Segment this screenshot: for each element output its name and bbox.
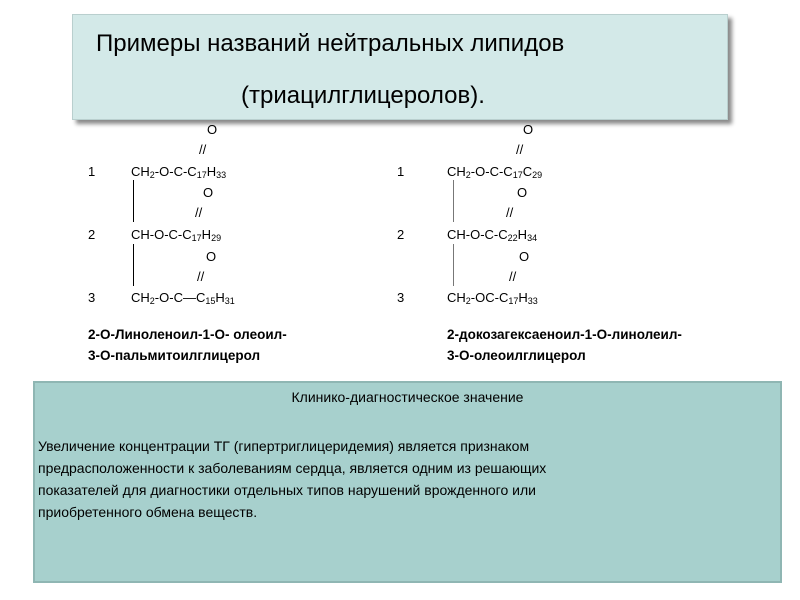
right-row-1: $CH_2-O-C-C_{17}C_{29}$ xyxy=(447,164,543,180)
right-bond-2-3 xyxy=(453,244,454,286)
left-bond-1-2 xyxy=(133,180,134,222)
right-carbonyl-o-3: O xyxy=(519,249,530,264)
left-bond-2-3 xyxy=(133,244,134,286)
right-carbonyl-o-1: O xyxy=(523,122,534,137)
left-position-3: 3 xyxy=(88,290,96,305)
left-position-2: 2 xyxy=(88,227,96,242)
left-carbonyl-o-2: O xyxy=(203,185,214,200)
title-line-1: Примеры названий нейтральных липидов xyxy=(96,30,565,57)
right-compound-name-2: 3-О-олеоилглицерол xyxy=(447,348,586,363)
clinical-info-heading: Клинико-диагностическое значение xyxy=(291,389,524,405)
clinical-info-line-2: предрасположенности к заболеваниям сердца, является одним из решающих xyxy=(38,460,547,476)
right-position-2: 2 xyxy=(397,227,405,242)
title-line-2: (триацилглицеролов). xyxy=(241,82,485,109)
right-double-bond-3: // xyxy=(509,269,517,284)
clinical-info-line-1: Увеличение концентрации ТГ (гипертриглицеридемия) является признаком xyxy=(38,438,530,454)
right-double-bond-2: // xyxy=(506,205,514,220)
left-double-bond-1: // xyxy=(199,142,207,157)
right-position-1: 1 xyxy=(397,164,405,179)
right-row-3: $CH_2-OC-C_{17}H_{33}$ xyxy=(447,290,538,306)
right-double-bond-1: // xyxy=(516,142,524,157)
right-compound-name-1: 2-докозагексаеноил-1-О-линолеил- xyxy=(447,327,682,342)
right-carbonyl-o-2: O xyxy=(517,185,528,200)
left-carbonyl-o-1: O xyxy=(207,122,218,137)
clinical-info-box xyxy=(33,381,782,583)
left-row-3: $CH_2-O-C—C_{15}H_{31}$ xyxy=(131,290,235,306)
left-row-1: $CH_2-O-C-C_{17}H_{33}$ xyxy=(131,164,227,180)
left-carbonyl-o-3: O xyxy=(206,249,217,264)
left-position-1: 1 xyxy=(88,164,96,179)
right-bond-1-2 xyxy=(453,180,454,222)
left-double-bond-2: // xyxy=(195,205,203,220)
clinical-info-line-3: показателей для диагностики отдельных типов нарушений врожденного или xyxy=(38,482,536,498)
left-row-2: $CH-O-C-C_{17}H_{29}$ xyxy=(131,227,222,243)
left-double-bond-3: // xyxy=(197,269,205,284)
left-compound-name-2: 3-О-пальмитоилглицерол xyxy=(88,348,261,363)
right-position-3: 3 xyxy=(397,290,405,305)
right-row-2: $CH-O-C-C_{22}H_{34}$ xyxy=(447,227,538,243)
clinical-info-line-4: приобретенного обмена веществ. xyxy=(38,504,258,520)
left-compound-name-1: 2-О-Линоленоил-1-О- олеоил- xyxy=(88,327,287,342)
